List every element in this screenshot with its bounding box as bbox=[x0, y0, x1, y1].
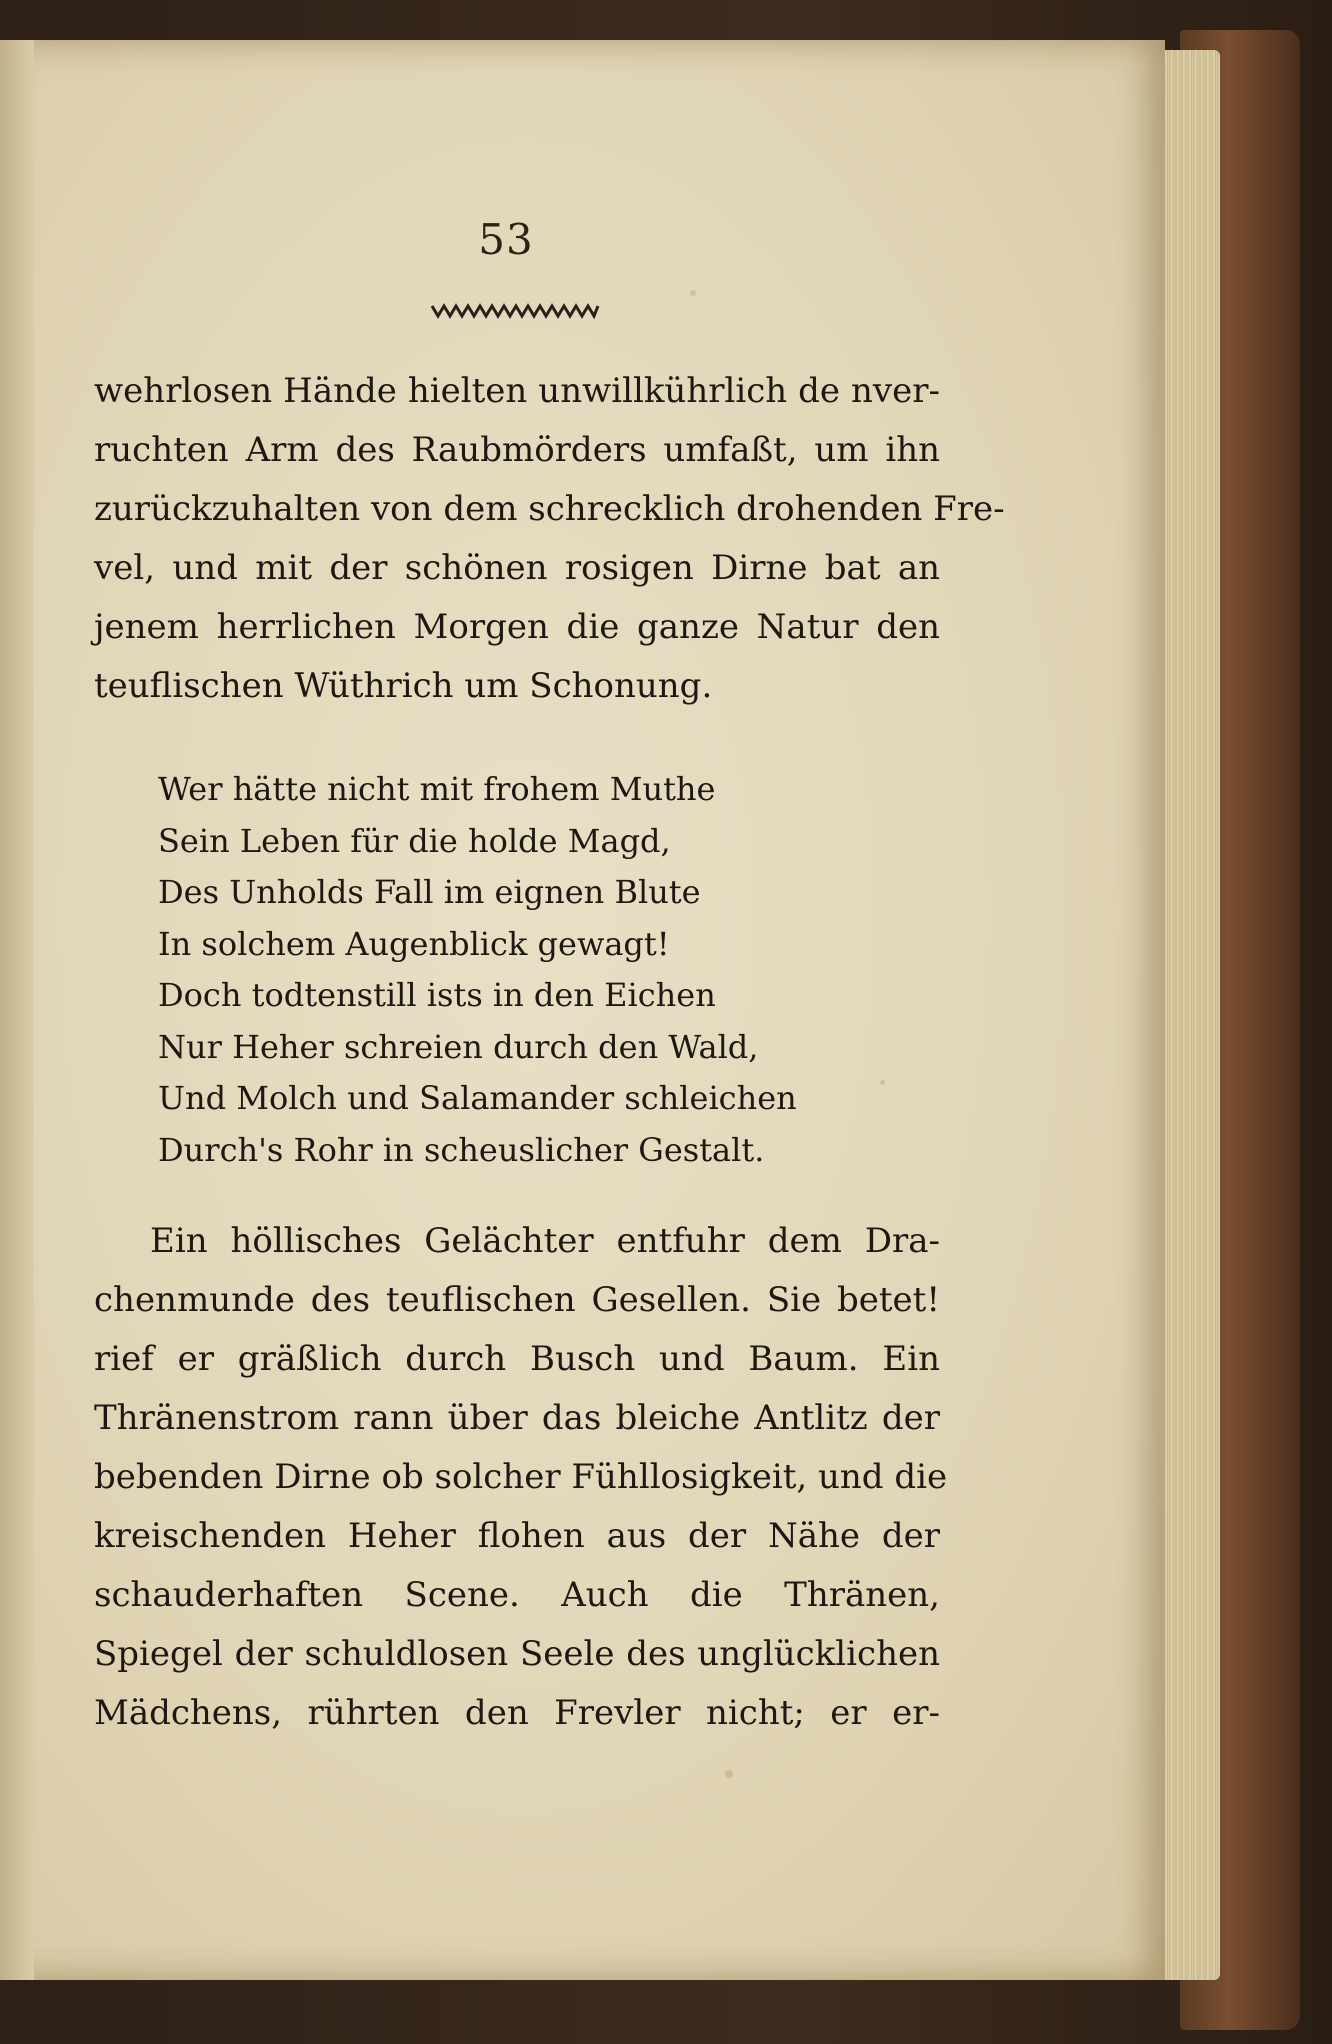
paragraph-1 bbox=[94, 362, 1005, 716]
text-line: wehrlosen Hände hielten unwillkührlich de nver- bbox=[94, 371, 940, 411]
verse-line: Durch's Rohr in scheuslicher Gestalt. bbox=[158, 1130, 765, 1169]
foxing-spot bbox=[725, 1770, 733, 1778]
text-line: teuflischen Wüthrich um Schonung. bbox=[94, 666, 713, 706]
paragraph-2 bbox=[94, 1212, 948, 1743]
text-line: Ein höllisches Gelächter entfuhr dem Dra- bbox=[150, 1221, 940, 1261]
verse-line: Und Molch und Salamander schleichen bbox=[158, 1079, 797, 1117]
verse-line: Sein Leben für die holde Magd, bbox=[158, 821, 671, 860]
text-line: kreischenden Heher flohen aus der Nähe der bbox=[94, 1516, 940, 1556]
page-number: 53 bbox=[478, 215, 534, 264]
text-line: vel, und mit der schönen rosigen Dirne bat an bbox=[94, 548, 940, 588]
text-line: rief er gräßlich durch Busch und Baum. Ein bbox=[94, 1339, 940, 1379]
text-line: Spiegel der schuldlosen Seele des unglücklichen bbox=[94, 1634, 940, 1674]
foxing-spot bbox=[880, 1080, 885, 1085]
page-gutter bbox=[0, 40, 34, 1980]
foxing-spot bbox=[690, 290, 696, 296]
verse-line: Des Unholds Fall im eignen Blute bbox=[158, 873, 701, 911]
text-line: Mädchens, rührten den Frevler nicht; er er- bbox=[94, 1693, 940, 1733]
verse-line: Doch todtenstill ists in den Eichen bbox=[158, 976, 716, 1014]
verse-line: Wer hätte nicht mit frohem Muthe bbox=[158, 770, 716, 808]
text-line: ruchten Arm des Raubmörders umfaßt, um ihn bbox=[94, 430, 940, 470]
text-line: zurückzuhalten von dem schrecklich drohenden Fre- bbox=[94, 489, 1005, 529]
text-line: bebenden Dirne ob solcher Fühllosigkeit, und die bbox=[94, 1457, 948, 1497]
book-page bbox=[0, 40, 1165, 1980]
verse-line: In solchem Augenblick gewagt! bbox=[158, 924, 670, 963]
verse-line: Nur Heher schreien durch den Wald, bbox=[158, 1027, 759, 1066]
wave-ornament bbox=[430, 302, 600, 320]
text-line: schauderhaften Scene. Auch die Thränen, bbox=[94, 1575, 940, 1615]
text-line: Thränenstrom rann über das bleiche Antlitz der bbox=[94, 1398, 940, 1438]
verse-stanza bbox=[158, 764, 858, 1176]
text-line: jenem herrlichen Morgen die ganze Natur den bbox=[94, 607, 940, 647]
text-line: chenmunde des teuflischen Gesellen. Sie betet! bbox=[94, 1280, 940, 1320]
